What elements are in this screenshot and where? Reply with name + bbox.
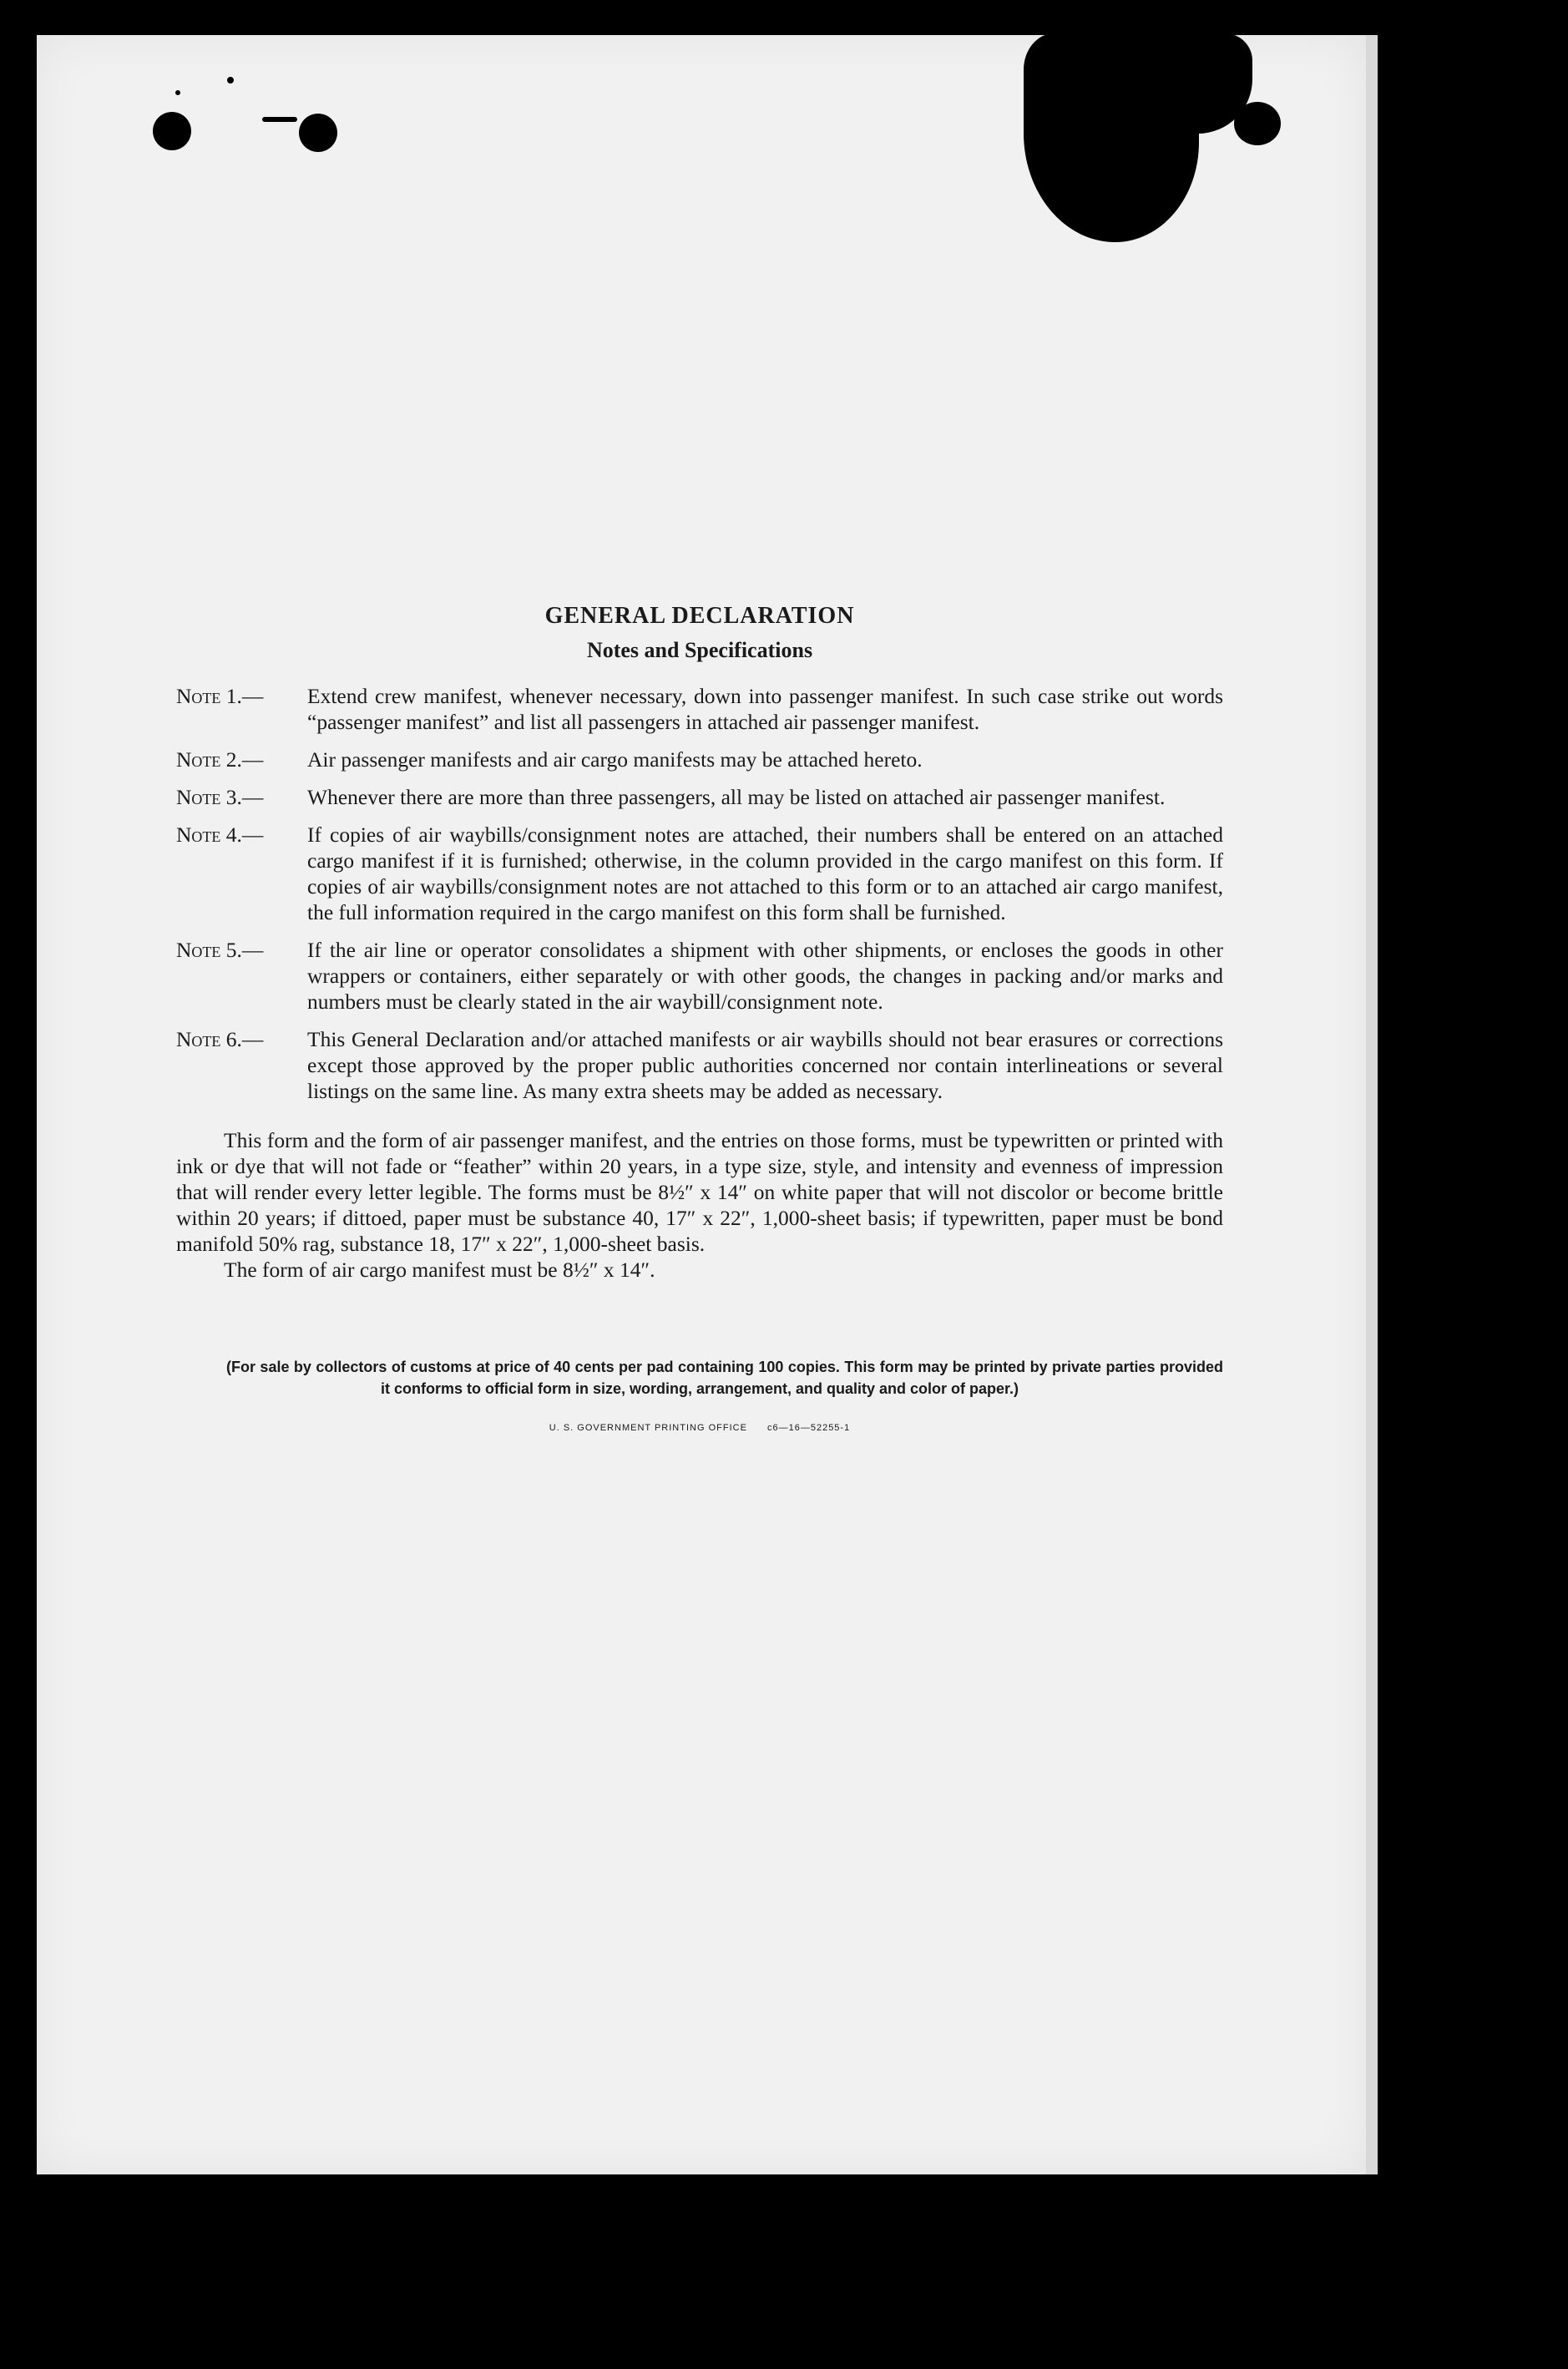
note-label [176,822,307,925]
note-label [176,1026,307,1104]
speck-mark [227,77,234,84]
printer-name: U. S. GOVERNMENT PRINTING OFFICE [549,1423,747,1433]
note-word: Note [176,823,221,847]
note-text: If the air line or operator consolidates a shipment with other shipments, or encloses the goods in other wrappers or containers, either separately or with other goods, the changes in packing and/or marks and numbers must be clearly stated in the air waybill/consignment note. [307,938,1223,1014]
note-number: 6.— [220,1027,264,1051]
note-text: If copies of air waybills/consignment notes are attached, their numbers shall be entered on an attached cargo manifest if it is furnished; otherwise, in the column provided in the cargo manifest on this form. If copies of air waybills/consignment notes are not attached to this form or to an attached air cargo manifest, the full information required in the cargo manifest on this form shall be furnished. [307,823,1223,924]
sale-notice: (For sale by collectors of customs at price of 40 cents per pad containing 100 copies. This form may be printed by private parties provided it conforms to official form in size, wording, arrangement, and quality and color of paper.) [226,1359,1223,1397]
note-text: Whenever there are more than three passengers, all may be listed on attached air passenger manifest. [307,785,1166,809]
note-text: This General Declaration and/or attached manifests or air waybills should not bear erasures or corrections except those approved by the proper public authorities concerned nor contain interlineations or several listings on the same line. As many extra sheets may be added as necessary. [307,1027,1223,1103]
note-word: Note [176,747,221,772]
printer-line [176,1423,1223,1433]
specification-paragraph: This form and the form of air passenger manifest, and the entries on those forms, must be typewritten or printed with ink or dye that will not fade or “feather” within 20 years, in a type size, style, and intensity and evenness of impression that will render every letter legible. The forms must be 8½″ x 14″ on white paper that will not discolor or become brittle within 20 years; if dittoed, paper must be substance 40, 17″ x 22″, 1,000-sheet basis; if typewritten, paper must be bond manifold 50% rag, substance 18, 17″ x 22″, 1,000-sheet basis. [176,1128,1223,1256]
note-number: 3.— [220,785,264,809]
page-subtitle: Notes and Specifications [586,638,813,662]
note-item [176,822,1223,925]
note-text: Extend crew manifest, whenever necessary, down into passenger manifest. In such case strike out words “passenger manifest” and list all passengers in attached air passenger manifest. [307,684,1223,734]
note-item [176,683,1223,735]
note-item [176,1026,1223,1104]
edge-mark [30,1610,37,1617]
punch-mark [262,117,297,122]
note-label [176,683,307,735]
note-item [176,747,1223,772]
page-edge [1366,35,1378,2174]
note-number: 5.— [220,938,264,962]
note-number: 2.— [220,747,264,772]
punch-hole-left [153,112,191,150]
speck-mark [175,90,180,95]
note-label [176,937,307,1015]
form-code: c6—16—52255-1 [766,1423,851,1433]
note-item [176,784,1223,810]
note-word: Note [176,785,221,809]
note-word: Note [176,684,221,708]
punch-hole-center [299,114,337,152]
note-text: Air passenger manifests and air cargo manifests may be attached hereto. [307,747,923,772]
page-title: GENERAL DECLARATION [544,603,855,629]
note-word: Note [176,938,221,962]
cargo-size-paragraph: The form of air cargo manifest must be 8½″ x 14″. [224,1258,655,1282]
declaration-notes [176,601,1223,1433]
note-number: 1.— [220,684,264,708]
punch-hole-right [1234,102,1281,145]
note-number: 4.— [220,823,264,847]
note-word: Note [176,1027,221,1051]
note-label [176,784,307,810]
note-label [176,747,307,772]
note-item [176,937,1223,1015]
